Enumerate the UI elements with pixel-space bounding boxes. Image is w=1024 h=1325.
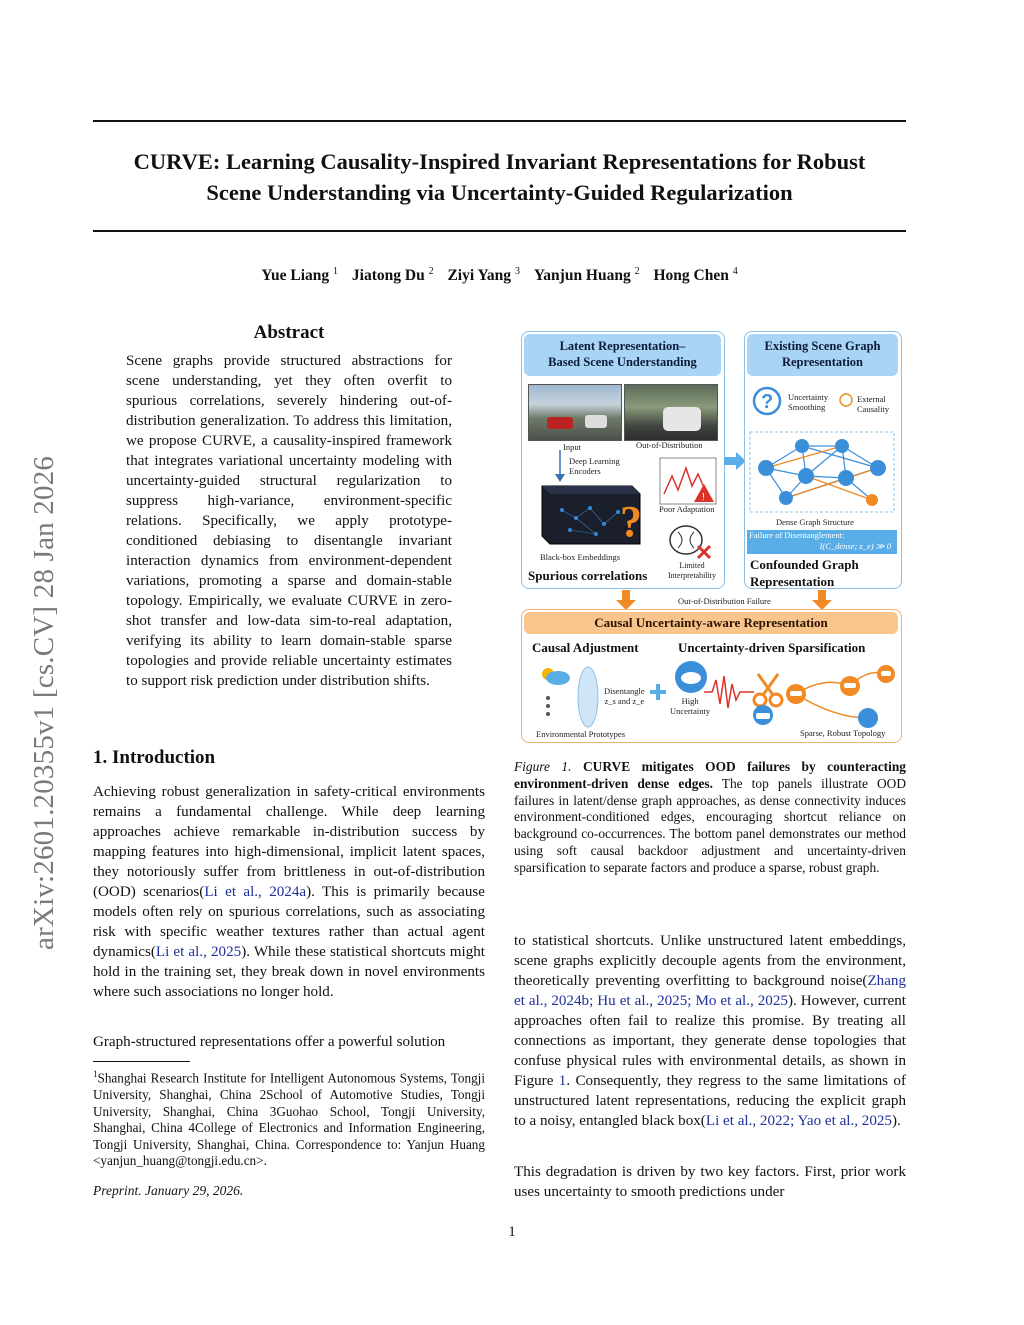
input-label: Input (563, 442, 581, 452)
sparse-topology-label: Sparse, Robust Topology (800, 728, 886, 738)
svg-text:!: ! (702, 492, 705, 503)
intro-paragraph-2: Graph-structured representations offer a powerful solution (93, 1034, 446, 1050)
svg-text:?: ? (620, 497, 642, 546)
ood-photo (624, 384, 718, 441)
limited-label: Limited Interpretability (668, 561, 716, 580)
right-arrow-icon (724, 452, 746, 470)
title-line-1: CURVE: Learning Causality-Inspired Invariant Representations for Robust (133, 149, 866, 174)
arxiv-stamp: arXiv:2601.20355v1 [cs.CV] 28 Jan 2026 (28, 455, 60, 950)
lens-icon (568, 664, 608, 730)
svg-text:?: ? (761, 391, 774, 413)
figure-caption: Figure 1. CURVE mitigates OOD failures by counteracting environment-driven dense edges. The top panels illustrate OOD failures in latent/dense graph approaches, as dense connectivity induces environment-conditioned edges, encouraging shortcut reliance on background co-occurrences. The bottom panel demonstrates our method using soft causal backdoor adjustment and uncertainty-driven sparsification to separate factors and produce a sparse, robust graph. (514, 759, 907, 875)
intro-heading: 1. Introduction (93, 747, 216, 768)
external-causality-label: External Causality (857, 394, 890, 414)
abstract-heading: Abstract (253, 322, 325, 343)
author: Ziyi Yang $^3$ (447, 266, 520, 285)
right-paragraph-1: to statistical shortcuts. Unlike unstructured latent embeddings, scene graphs explicitly decouple agents from the environment, theoretically preventing overfitting to background noise(Zhang et al., 2024b; Hu et al., 2025; Mo et al., 2025). However, current approaches often fail to realize this promise. By treating all connections as important, they generate dense topologies that confuse physical rules with environmental details, as shown in Figure 1. Consequently, they regress to the same limitations of unstructured latent representations, reducing the explicit graph to a noisy, entangled black box(Li et al., 2022; Yao et al., 2025). (514, 933, 906, 1129)
car-shape (547, 417, 573, 429)
down-arrow-icon (812, 590, 832, 610)
disentangle-label: Disentangle z_s and z_e (604, 686, 645, 706)
causal-adjustment-label: Causal Adjustment (532, 640, 639, 655)
brain-icon (664, 522, 714, 562)
dense-graph-diagram (746, 428, 898, 516)
title-line-2: Scene Understanding via Uncertainty-Guided Regularization (206, 180, 793, 205)
dense-graph-label: Dense Graph Structure (776, 517, 854, 527)
figure-1 (518, 328, 905, 746)
citation-link[interactable]: Li et al., 2022; Yao et al., 2025 (705, 1113, 892, 1129)
failure-label: Failure of Disentanglement: (749, 530, 845, 540)
poor-adaptation-chart-icon (658, 456, 718, 506)
citation-link[interactable]: Zhang et al., 2024b; Hu et al., 2025; Mo et al., 2025 (514, 973, 906, 1009)
sparse-graph-diagram (784, 658, 900, 732)
author: Jiatong Du $^2$ (351, 266, 434, 285)
failure-box (747, 530, 897, 554)
blackbox-icon (532, 478, 642, 548)
title-bottom-rule (93, 230, 906, 232)
ood-failure-label: Out-of-Distribution Failure (678, 596, 771, 606)
down-arrow-icon (616, 590, 636, 610)
author: Yue Liang $^1$ (261, 266, 339, 285)
high-uncertainty-label: High Uncertainty (670, 696, 711, 716)
scissors-icon (752, 672, 784, 708)
uncertainty-smoothing-label: Uncertainty Smoothing (788, 392, 829, 412)
intro-paragraph-1: Achieving robust generalization in safety-critical environments remains a fundamental challenge. While deep learning approaches achieve remarkable in-distribution success by mapping features into high-dimensional, implicit latent spaces, they notoriously suffer from brittleness in out-of-distribution (OOD) scenarios(Li et al., 2024a). This is primarily because models often rely on spurious correlations, such as associating risk with specific weather textures rather than actual agent dynamics(Li et al., 2025). While these statistical shortcuts might hold in the training set, they break down in novel environments where such associations no longer hold. (93, 784, 485, 1000)
figure-reference-link[interactable]: 1 (558, 1073, 567, 1089)
question-icon (752, 386, 782, 416)
ood-label: Out-of-Distribution (636, 440, 703, 450)
right-paragraph-2: This degradation is driven by two key factors. First, prior work uses uncertainty to smooth predictions under (514, 1164, 906, 1200)
author-list (93, 266, 906, 285)
uncertainty-cloud-icon (674, 660, 708, 694)
car-shape (663, 407, 701, 431)
input-photo (528, 384, 622, 441)
page-number: 1 (508, 1224, 516, 1240)
affiliation-footnote: $^1$Shanghai Research Institute for Intelligent Autonomous Systems, Tongji University, Shanghai, China 2School of Automotive Studies, Tongji University, Shanghai, China 3Guohao School, Tongji University, Shanghai, China 4College of Electronics and Information Engineering, Tongji University, Shanghai, China. Correspondence to: Yanjun Huang <yanjun_huang@tongji.edu.cn>. (93, 1069, 485, 1169)
causality-icon (838, 392, 854, 408)
paper-title (93, 146, 906, 208)
latent-panel-header: Latent Representation– Based Scene Understanding (524, 334, 721, 376)
failure-formula: I(C_dense; z_e) ≫ 0 (819, 541, 891, 551)
plus-icon (650, 684, 666, 700)
encoder-label: Deep Learning Encoders (569, 456, 620, 476)
abstract-text: Scene graphs provide structured abstractions for scene understanding, yet they often overfit to spurious correlations, severely hindering out-of-distribution generalization. To address this limitation, we propose CURVE, a causality-inspired framework that integrates variational uncertainty modeling with uncertainty-guided structural regularization to suppress high-variance, environment-specific relations. Specifically, we apply prototype-conditioned debiasing to disentangle invariant interaction dynamics from environment-dependent variations, promoting a sparse and domain-stable topology. Empirically, we evaluate CURVE in zero-shot transfer and low-data sim-to-real adaptation, verifying its ability to learn domain-stable sparse topologies and provide reliable uncertainty estimates to support risk prediction under distribution shifts. (126, 353, 452, 689)
preprint-note: Preprint. January 29, 2026. (93, 1183, 244, 1198)
car-icon (748, 704, 778, 726)
top-rule (93, 120, 906, 122)
blackbox-label: Black-box Embeddings (540, 552, 621, 562)
citation-link[interactable]: Li et al., 2024a (204, 884, 307, 900)
uncertainty-sparsification-label: Uncertainty-driven Sparsification (678, 640, 866, 655)
environmental-prototypes-label: Environmental Prototypes (536, 729, 626, 739)
car-shape (585, 415, 607, 428)
spurious-label: Spurious correlations (528, 568, 648, 583)
poor-adaptation-label: Poor Adaptation (659, 504, 715, 514)
waveform-icon (704, 672, 754, 712)
scene-graph-panel-header: Existing Scene Graph Representation (747, 334, 898, 376)
confounded-label: Confounded Graph Representation (750, 557, 859, 589)
author: Yanjun Huang $^2$ (533, 266, 640, 285)
author: Hong Chen $^4$ (653, 266, 738, 285)
causal-panel-header: Causal Uncertainty-aware Representation (524, 612, 898, 634)
citation-link[interactable]: Li et al., 2025 (155, 944, 242, 960)
footnote-rule (93, 1061, 190, 1062)
